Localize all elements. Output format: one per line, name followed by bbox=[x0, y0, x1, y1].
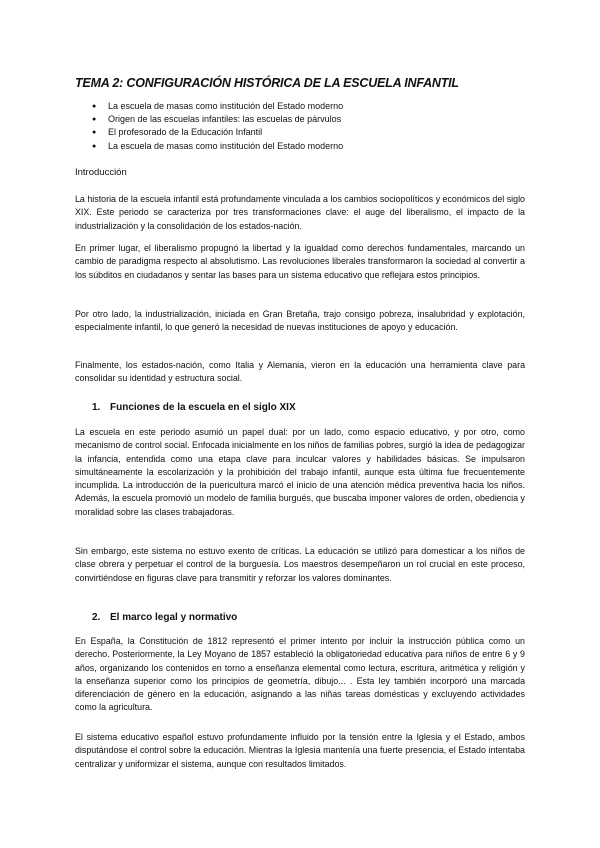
intro-paragraph-4: Finalmente, los estados-nación, como Italia y Alemania, vieron en la educación una herramienta clave para consolidar su identidad y estructura social. bbox=[75, 360, 525, 384]
section-2-heading bbox=[92, 612, 237, 623]
section-title: El marco legal y normativo bbox=[110, 612, 238, 623]
section-1-heading bbox=[92, 402, 296, 413]
section-2-paragraph-1: En España, la Constitución de 1812 representó el primer intento por incluir la instrucción pública como un derecho. Posteriormente, la Ley Moyano de 1857 estableció la obligatoriedad educativa para niños de entre 6 y 9 años, organizando los contenidos en torno a enseñanza elemental como lectura, escritura, aritmética y religión y la enseñanza superior como los principios de geometría, dibujo... . Esta ley también incorporó una marcada diferenciación de género en la educación, asignando a las niñas tareas domésticas y excluyendo actividades como la agricultura. bbox=[75, 636, 525, 713]
section-1-paragraph-2: Sin embargo, este sistema no estuvo exento de críticas. La educación se utilizó para domesticar a los niños de clase obrera y perpetuar el control de la burguesía. Los maestros desempeñaron un rol crucial en este proceso, convirtiéndose en figuras clave para transmitir y reforzar los valores dominantes. bbox=[75, 546, 525, 583]
intro-paragraph-1: La historia de la escuela infantil está profundamente vinculada a los cambios sociopolíticos y económicos del siglo XIX. Este periodo se caracteriza por tres transformaciones clave: el auge del liberalismo, el impacto de la industrialización y la consolidación de los estados-nación. bbox=[75, 194, 525, 231]
topic-item: ● El profesorado de la Educación Infantil bbox=[92, 126, 343, 139]
topic-item: ● La escuela de masas como institución del Estado moderno bbox=[92, 140, 343, 153]
section-1-paragraph-1: La escuela en este periodo asumió un papel dual: por un lado, como espacio educativo, y por otro, como mecanismo de control social. Enfocada inicialmente en los niños de familias pobres, surgió la idea de pedagogizar la infancia, entendida como una etapa clave para inculcar valores y habilidades básicas. Se impulsaron simultáneamente la escolarización y la prohibición del trabajo infantil, aunque esta última fue frecuentemente incumplida. La introducción de la puericultura marcó el inicio de una atención médica preventiva hacia los niños. Además, la escuela promovió un modelo de familia burgués, que buscaba imponer valores de orden, obediencia y moralidad sobre las clases trabajadoras. bbox=[75, 427, 525, 517]
section-number: 1. bbox=[92, 402, 101, 413]
intro-paragraph-3: Por otro lado, la industrialización, iniciada en Gran Bretaña, trajo consigo pobreza, insalubridad y explotación, especialmente infantil, lo que generó la necesidad de nuevas instituciones de apoyo y educación. bbox=[75, 309, 525, 333]
section-title: Funciones de la escuela en el siglo XIX bbox=[110, 402, 296, 413]
intro-heading: Introducción bbox=[75, 167, 127, 178]
section-2-paragraph-2: El sistema educativo español estuvo profundamente influido por la tensión entre la Iglesia y el Estado, ambos disputándose el control sobre la educación. Mientras la Iglesia mantenía una fuerte presencia, el Estado intentaba centralizar y uniformizar el sistema, aunque con resultados limitados. bbox=[75, 732, 525, 769]
topic-item: ● Origen de las escuelas infantiles: las escuelas de párvulos bbox=[92, 113, 343, 126]
document-title: TEMA 2: CONFIGURACIÓN HISTÓRICA DE LA ESCUELA INFANTIL bbox=[75, 76, 459, 90]
intro-paragraph-2: En primer lugar, el liberalismo propugnó la libertad y la igualdad como derechos fundamentales, marcando un cambio de paradigma respecto al absolutismo. Las revoluciones liberales transformaron la sociedad al convertir a los súbditos en ciudadanos y sentar las bases para un sistema educativo que reflejara estos principios. bbox=[75, 243, 525, 280]
section-number: 2. bbox=[92, 612, 101, 623]
topic-item: ● La escuela de masas como institución del Estado moderno bbox=[92, 100, 343, 113]
topic-list bbox=[92, 100, 343, 153]
